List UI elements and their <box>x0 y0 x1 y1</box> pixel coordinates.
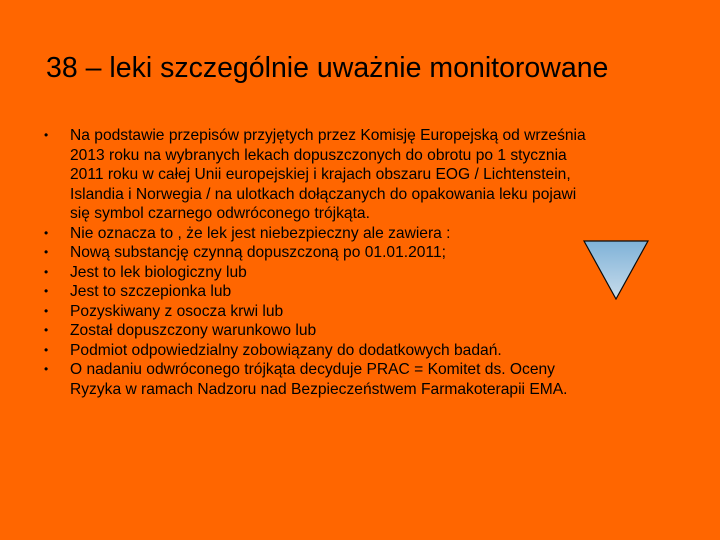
bullet-dot: • <box>44 264 49 279</box>
bullet-text-line: Islandia i Norwegia / na ulotkach dołączanych do opakowania leku pojawi <box>70 185 577 203</box>
bullet-text-line: Nie oznacza to , że lek jest niebezpieczny ale zawiera : <box>70 224 451 242</box>
bullet-text-line: Został dopuszczony warunkowo lub <box>70 322 317 339</box>
bullet-item-7 <box>44 321 684 341</box>
bullet-dot: • <box>44 342 49 357</box>
bullet-text-line: 2013 roku na wybranych lekach dopuszczonych do obrotu po 1 stycznia <box>70 146 567 164</box>
bullet-text-line: Podmiot odpowiedzialny zobowiązany do dodatkowych badań. <box>70 341 502 359</box>
bullet-dot: • <box>44 128 49 142</box>
inverted-triangle-icon <box>583 240 649 300</box>
bullet-item-1 <box>44 126 684 224</box>
slide-title: 38 – leki szczególnie uważnie monitorowane <box>46 52 609 84</box>
bullet-text-line: Nową substancję czynną dopuszczoną po 01.01.2011; <box>70 244 446 261</box>
bullet-text-line: Pozyskiwany z osocza krwi lub <box>70 302 284 320</box>
bullet-text-line: się symbol czarnego odwróconego trójkąta. <box>70 205 370 222</box>
bullet-text-line: O nadaniu odwróconego trójkąta decyduje PRAC = Komitet ds. Oceny <box>70 361 555 378</box>
bullet-dot: • <box>44 303 49 318</box>
bullet-dot: • <box>44 225 49 240</box>
bullet-item-8 <box>44 341 684 361</box>
bullet-dot: • <box>44 362 49 376</box>
bullet-text-line: Jest to szczepionka lub <box>70 283 232 300</box>
bullet-dot: • <box>44 323 49 337</box>
bullet-item-6 <box>44 302 684 322</box>
bullet-text-line: Jest to lek biologiczny lub <box>70 263 247 281</box>
bullet-dot: • <box>44 284 49 298</box>
bullet-text-line: Ryzyka w ramach Nadzoru nad Bezpieczeństwem Farmakoterapii EMA. <box>70 380 568 398</box>
bullet-dot: • <box>44 245 49 259</box>
bullet-item-9 <box>44 360 684 399</box>
bullet-text-line: Na podstawie przepisów przyjętych przez Komisję Europejską od września <box>70 127 586 144</box>
bullet-text-line: 2011 roku w całej Unii europejskiej i krajach obszaru EOG / Lichtenstein, <box>70 166 571 183</box>
